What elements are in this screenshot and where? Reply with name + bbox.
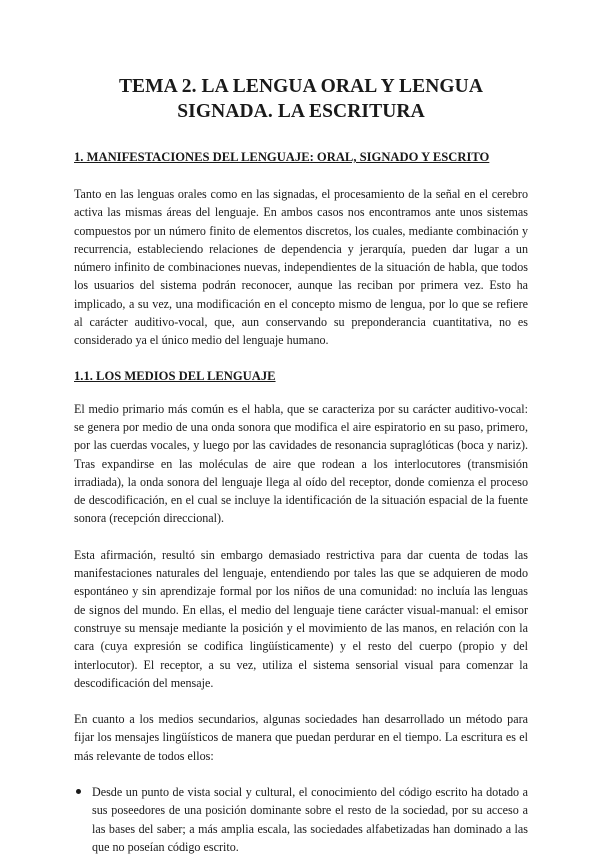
bullet-list	[74, 783, 528, 856]
section-paragraph: Tanto en las lenguas orales como en las signadas, el procesamiento de la señal en el cerebro activa las mismas áreas del lenguaje. En ambos casos nos encontramos ante unos sistemas compuestos por un número finito de elementos discretos, los cuales, mediante combinación y recurrencia, estableciendo relaciones de dependencia y jerarquía, pueden dar lugar a un número infinito de combinaciones nuevas, independientes de la situación de habla, que todos los usuarios del sistema podrán reconocer, aunque las reciban por primera vez. Esto ha implicado, a su vez, una modificación en el concepto mismo de lengua, por lo que se refiere al carácter auditivo-vocal, que, aun conservando su preponderancia cuantitativa, no es considerado ya el único medio del lenguaje humano.	[74, 187, 528, 348]
title-line-2: SIGNADA. LA ESCRITURA	[177, 101, 425, 122]
paragraph-medios-secundarios: En cuanto a los medios secundarios, algunas sociedades han desarrollado un método para fijar los mensajes lingüísticos de manera que puedan perdurar en el tiempo. La escritura es el más relevante de todos ellos:	[74, 712, 528, 763]
page-title	[74, 74, 528, 124]
paragraph-medio-primario: El medio primario más común es el habla, que se caracteriza por su carácter auditivo-vocal: se genera por medio de una onda sonora que modifica el aire espiratorio en su paso, primero, por las cuerdas vocales, y luego por las cavidades de resonancia supraglóticas (boca y nariz). Tras expandirse en las moléculas de aire que rodean a los interlocutores (transmisión irradiada), la onda sonora del lenguaje llega al oído del receptor, donde comienza el proceso de descodificación, en el cual se incluye la identificación de la situación espacial de la fuente sonora (recepción direccional).	[74, 401, 528, 526]
paragraph-afirmacion: Esta afirmación, resultó sin embargo demasiado restrictiva para dar cuenta de todas las manifestaciones naturales del lenguaje, entendiendo por tales las que se adquieren de modo espontáneo y sin aprendizaje formal por los niños de una comunidad: no incluía las lenguas de signos del mundo. En ellas, el medio del lenguaje tiene carácter visual-manual: el emisor construye su mensaje mediante la posición y el movimiento de las manos, en relación con la cara (cuya expresión se codifica lingüísticamente) y el resto del cuerpo (propio y del interlocutor). El receptor, a su vez, utiliza el sistema sensorial visual para comenzar la descodificación del mensaje.	[74, 547, 528, 690]
subsection-heading: 1.1. LOS MEDIOS DEL LENGUAJE	[74, 368, 276, 383]
bullet-icon	[76, 789, 81, 794]
section-heading: 1. MANIFESTACIONES DEL LENGUAJE: ORAL, SIGNADO Y ESCRITO	[74, 150, 490, 164]
list-item	[92, 783, 528, 856]
list-item-text: Desde un punto de vista social y cultural, el conocimiento del código escrito ha dotado a sus poseedores de una posición dominante sobre el resto de la sociedad, por su acceso a las bases del saber; a más amplia escala, las sociedades alfabetizadas han dominado a las que no poseían código escrito.	[92, 785, 528, 854]
title-line-1: TEMA 2. LA LENGUA ORAL Y LENGUA	[118, 76, 484, 97]
